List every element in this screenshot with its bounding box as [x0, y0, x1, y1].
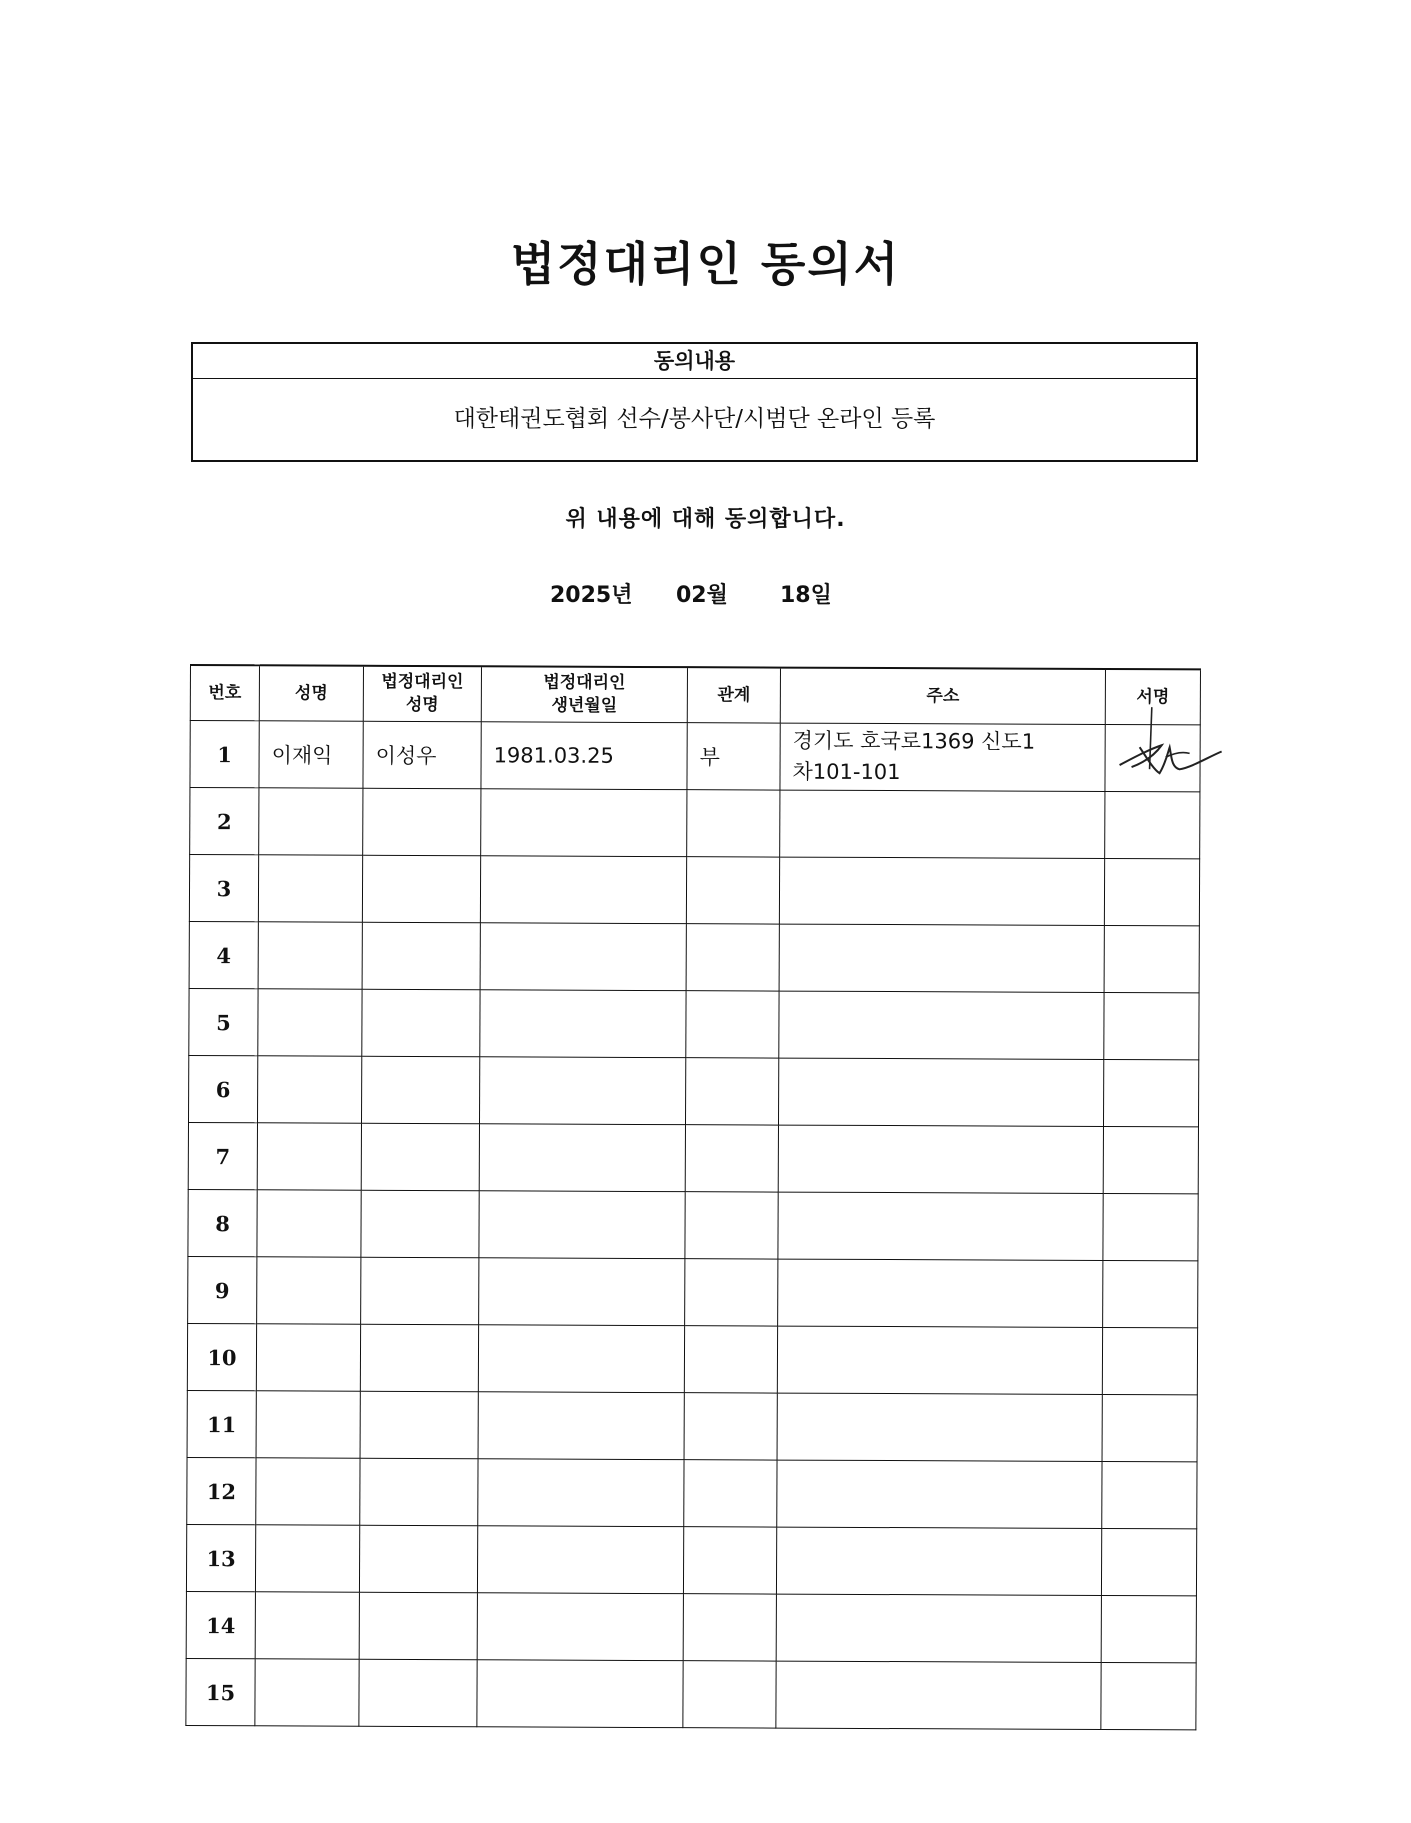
row-address	[779, 991, 1104, 1059]
address-line1	[790, 1427, 1102, 1428]
address-line1	[792, 958, 1104, 959]
row-name	[259, 788, 363, 855]
row-name	[257, 1190, 361, 1257]
header-number: 번호	[190, 665, 259, 721]
row-guardian-name	[362, 989, 480, 1057]
row-relation	[687, 790, 780, 857]
row-guardian-birth	[477, 1526, 683, 1594]
consent-box	[191, 342, 1198, 462]
row-address	[778, 1125, 1103, 1193]
row-guardian-name	[362, 855, 480, 923]
row-address	[778, 1259, 1103, 1327]
row-guardian-birth	[479, 1258, 685, 1326]
row-name	[257, 1056, 361, 1123]
row-signature	[1105, 724, 1200, 791]
address-line2	[792, 891, 1104, 892]
row-guardian-birth	[480, 990, 686, 1058]
row-address	[776, 1661, 1101, 1729]
table-row	[187, 1457, 1197, 1528]
table-row	[190, 788, 1200, 859]
row-guardian-name	[359, 1592, 477, 1660]
row-name	[258, 989, 362, 1056]
row-signature	[1102, 1394, 1197, 1461]
row-relation	[683, 1661, 776, 1728]
row-name	[256, 1391, 360, 1458]
table-row	[190, 721, 1200, 792]
row-number: 12	[187, 1457, 256, 1524]
address-line2	[790, 1293, 1102, 1294]
row-address	[776, 1527, 1101, 1595]
header-guardian-birth-line2: 생년월일	[551, 695, 618, 716]
row-guardian-birth	[478, 1392, 684, 1460]
row-number: 8	[188, 1189, 257, 1256]
row-guardian-birth	[479, 1124, 685, 1192]
row-signature	[1104, 992, 1199, 1059]
row-name	[255, 1525, 359, 1592]
row-guardian-birth	[478, 1459, 684, 1527]
address-line1: 경기도 호국로1369 신도1	[792, 728, 1036, 754]
row-number: 10	[187, 1323, 256, 1390]
table-row	[188, 1256, 1198, 1327]
table-row	[187, 1323, 1197, 1394]
row-guardian-name	[361, 1056, 479, 1124]
address-line1	[790, 1293, 1102, 1294]
table-row	[189, 921, 1199, 992]
row-signature	[1103, 1260, 1198, 1327]
row-relation	[683, 1594, 776, 1661]
row-relation	[683, 1527, 776, 1594]
consent-header: 동의내용	[193, 344, 1196, 379]
row-signature	[1103, 1193, 1198, 1260]
row-relation	[685, 1259, 778, 1326]
consent-content: 대한태권도협회 선수/봉사단/시범단 온라인 등록	[453, 406, 936, 432]
row-guardian-name	[360, 1458, 478, 1526]
handwritten-signature	[1109, 707, 1224, 798]
row-name	[257, 1123, 361, 1190]
header-guardian-name-line1: 법정대리인	[381, 671, 464, 693]
address-line2	[790, 1360, 1102, 1361]
row-name	[258, 855, 362, 922]
row-name	[255, 1659, 359, 1726]
row-signature	[1101, 1662, 1196, 1729]
agreement-statement: 위 내용에 대해 동의합니다.	[565, 507, 846, 532]
row-number: 3	[189, 855, 258, 922]
address-line2	[789, 1628, 1101, 1629]
table-body	[186, 721, 1200, 1730]
address-line1	[789, 1695, 1101, 1696]
row-signature	[1105, 791, 1200, 858]
row-signature	[1103, 1126, 1198, 1193]
row-relation	[686, 857, 779, 924]
header-guardian-birth-line1: 법정대리인	[543, 672, 626, 693]
row-guardian-birth	[477, 1593, 683, 1661]
row-relation	[685, 1058, 778, 1125]
table-row	[189, 988, 1199, 1059]
row-signature	[1104, 925, 1199, 992]
row-number: 7	[188, 1122, 257, 1189]
row-guardian-birth	[477, 1660, 683, 1728]
row-address	[780, 790, 1105, 858]
header-relation: 관계	[687, 667, 780, 723]
table-row	[186, 1591, 1196, 1662]
row-relation	[685, 1125, 778, 1192]
row-guardian-birth	[480, 856, 686, 924]
header-guardian-name-line2: 성명	[405, 694, 439, 716]
row-signature	[1102, 1461, 1197, 1528]
address-line2	[792, 958, 1104, 959]
row-name	[255, 1592, 359, 1659]
date-year: 2025년	[550, 583, 633, 608]
row-signature	[1101, 1595, 1196, 1662]
document-title: 법정대리인 동의서	[510, 237, 901, 291]
address-line2: 차101-101	[792, 759, 901, 785]
row-name	[257, 1257, 361, 1324]
address-line1	[791, 1159, 1103, 1160]
row-relation	[686, 991, 779, 1058]
row-guardian-birth	[481, 789, 687, 857]
row-number: 15	[186, 1658, 255, 1725]
row-signature	[1101, 1528, 1196, 1595]
table-row	[187, 1390, 1197, 1461]
table-row	[186, 1658, 1196, 1729]
row-relation	[684, 1460, 777, 1527]
address-line1	[790, 1360, 1102, 1361]
row-address	[778, 1192, 1103, 1260]
address-line2	[789, 1494, 1101, 1495]
address-line1	[792, 824, 1104, 825]
address-line2	[792, 824, 1104, 825]
row-signature	[1102, 1327, 1197, 1394]
table-row	[188, 1189, 1198, 1260]
address-line1	[791, 1025, 1103, 1026]
header-signature: 서명	[1105, 669, 1200, 725]
address-line2	[789, 1561, 1101, 1562]
row-number: 1	[190, 721, 259, 788]
row-relation	[684, 1326, 777, 1393]
row-guardian-name	[360, 1391, 478, 1459]
address-line1	[789, 1561, 1101, 1562]
row-relation	[685, 1192, 778, 1259]
row-guardian-name	[361, 1190, 479, 1258]
row-address	[779, 857, 1104, 925]
row-number: 5	[189, 988, 258, 1055]
row-address	[778, 1058, 1103, 1126]
row-number: 6	[188, 1055, 257, 1122]
row-relation	[684, 1393, 777, 1460]
row-guardian-name	[363, 788, 481, 856]
address-line2	[791, 1159, 1103, 1160]
address-line1	[789, 1494, 1101, 1495]
row-guardian-name	[360, 1324, 478, 1392]
row-number: 13	[186, 1524, 255, 1591]
row-guardian-name	[359, 1525, 477, 1593]
row-number: 14	[186, 1591, 255, 1658]
row-number: 9	[188, 1256, 257, 1323]
address-line2	[789, 1695, 1101, 1696]
header-guardian-name	[363, 666, 481, 722]
row-guardian-name	[361, 1123, 479, 1191]
row-guardian-name: 이성우	[363, 721, 481, 789]
address-line2	[790, 1427, 1102, 1428]
table-row	[189, 855, 1199, 926]
row-name	[256, 1324, 360, 1391]
row-relation: 부	[687, 723, 780, 790]
row-guardian-name	[361, 1257, 479, 1325]
row-address	[777, 1393, 1102, 1461]
table-row	[188, 1122, 1198, 1193]
address-line1	[791, 1092, 1103, 1093]
address-line1	[791, 1226, 1103, 1227]
row-number: 11	[187, 1390, 256, 1457]
header-name: 성명	[259, 665, 363, 721]
address-line1	[792, 891, 1104, 892]
table-row	[188, 1055, 1198, 1126]
row-signature	[1103, 1059, 1198, 1126]
row-guardian-birth	[478, 1325, 684, 1393]
date-day: 18일	[780, 583, 832, 608]
row-address	[777, 1460, 1102, 1528]
row-name	[258, 922, 362, 989]
row-name	[256, 1458, 360, 1525]
row-guardian-birth	[479, 1191, 685, 1259]
address-line2	[791, 1025, 1103, 1026]
date-month: 02월	[676, 583, 728, 608]
row-number: 2	[190, 788, 259, 855]
row-address	[777, 1326, 1102, 1394]
row-guardian-birth: 1981.03.25	[481, 722, 687, 790]
row-signature	[1104, 858, 1199, 925]
row-address	[780, 723, 1105, 791]
row-name: 이재익	[259, 721, 363, 788]
row-relation	[686, 924, 779, 991]
row-number: 4	[189, 921, 258, 988]
row-address	[776, 1594, 1101, 1662]
table-row	[186, 1524, 1196, 1595]
row-guardian-birth	[480, 923, 686, 991]
header-address: 주소	[780, 668, 1105, 725]
address-line1	[789, 1628, 1101, 1629]
row-guardian-name	[362, 922, 480, 990]
table-header-row	[190, 665, 1200, 725]
address-line2	[791, 1226, 1103, 1227]
address-line2	[791, 1092, 1103, 1093]
row-address	[779, 924, 1104, 992]
row-guardian-name	[359, 1659, 477, 1727]
guardian-consent-table	[185, 664, 1201, 1730]
row-guardian-birth	[479, 1057, 685, 1125]
header-guardian-birth	[481, 666, 687, 722]
